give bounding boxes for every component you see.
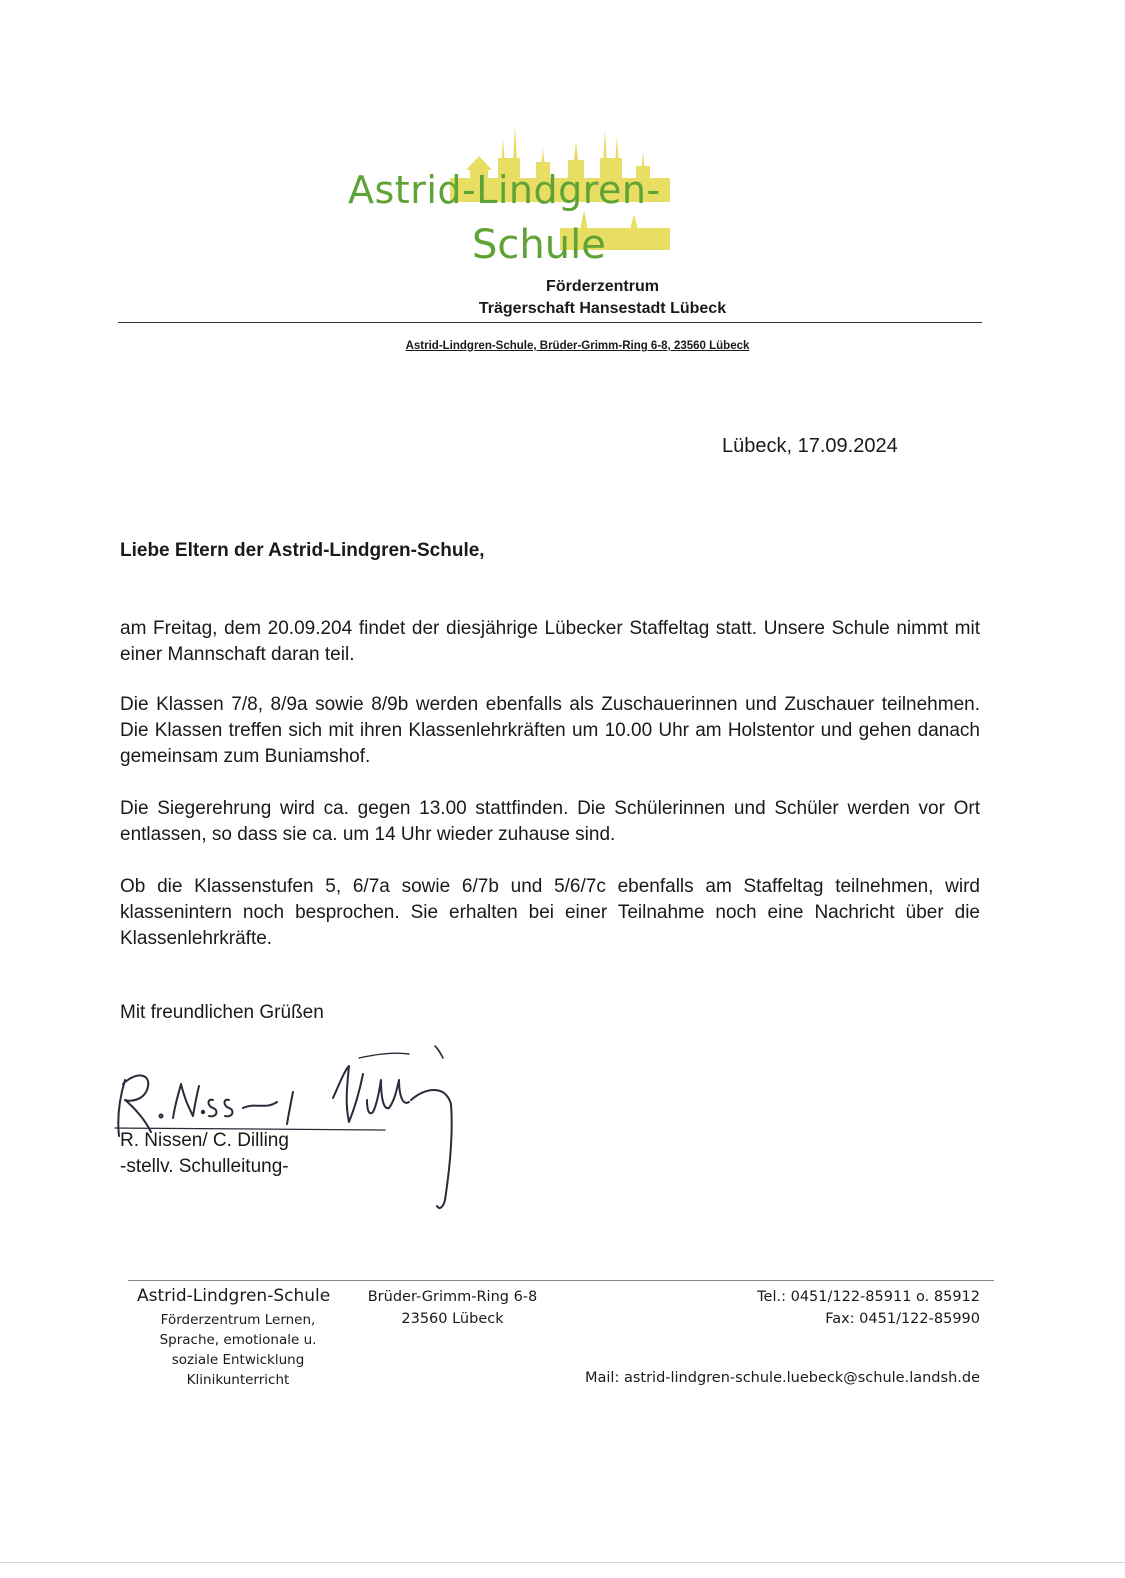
paragraph-1 <box>120 616 980 668</box>
page-bottom-edge <box>0 1562 1125 1563</box>
footer-description-line: Förderzentrum Lernen, <box>160 1312 316 1328</box>
footer-address <box>360 1286 545 1330</box>
signature-names: R. Nissen/ C. Dilling <box>120 1130 289 1151</box>
org-line-2: Trägerschaft Hansestadt Lübeck <box>478 300 727 317</box>
footer-divider <box>128 1280 994 1281</box>
footer-city: 23560 Lübeck <box>401 1311 504 1327</box>
footer-contact <box>757 1286 980 1330</box>
paragraph-text: am Freitag, dem 20.09.204 findet der diesjährige Lübecker Staffeltag statt. Unsere Schule nimmt mit einer Mannschaft daran teil. <box>120 618 980 665</box>
letterhead-divider <box>118 322 982 323</box>
footer-school-name: Astrid-Lindgren-Schule <box>137 1286 331 1306</box>
footer-school-description <box>128 1310 348 1390</box>
signature-role: -stellv. Schulleitung- <box>120 1156 289 1177</box>
letter-date: Lübeck, 17.09.2024 <box>722 435 898 457</box>
footer-street: Brüder-Grimm-Ring 6-8 <box>367 1289 538 1305</box>
paragraph-text: Ob die Klassenstufen 5, 6/7a sowie 6/7b und 5/6/7c ebenfalls am Staffeltag teilnehmen, wird klassenintern noch besprochen. Sie erhalten bei einer Teilnahme noch eine Nachricht über die Klassenlehrkräfte. <box>120 876 980 949</box>
paragraph-text: Die Klassen 7/8, 8/9a sowie 8/9b werden ebenfalls als Zuschauerinnen und Zuschauer teilnehmen. Die Klassen treffen sich mit ihren Klassenlehrkräften um 10.00 Uhr am Holstentor und gehen danach gemeinsam zum Buniamshof. <box>120 694 980 767</box>
paragraph-text: Die Siegerehrung wird ca. gegen 13.00 stattfinden. Die Schülerinnen und Schüler werden vor Ort entlassen, so dass sie ca. um 14 Uhr wieder zuhause sind. <box>120 798 980 845</box>
footer-description-line: Sprache, emotionale u. <box>159 1332 317 1348</box>
paragraph-4 <box>120 874 980 952</box>
logo-wordmark-line2: Schule <box>472 222 606 268</box>
footer-description-line: soziale Entwicklung <box>171 1352 305 1368</box>
footer-tel: Tel.: 0451/122-85911 o. 85912 <box>757 1289 980 1305</box>
sender-address-line: Astrid-Lindgren-Schule, Brüder-Grimm-Ring 6-8, 23560 Lübeck <box>405 340 750 352</box>
footer-mail: Mail: astrid-lindgren-schule.luebeck@schule.landsh.de <box>585 1370 980 1386</box>
logo-wordmark-line1: Astrid-Lindgren- <box>348 168 661 212</box>
footer-description-line: Klinikunterricht <box>186 1372 290 1388</box>
paragraph-2 <box>120 692 980 770</box>
closing: Mit freundlichen Grüßen <box>120 1002 324 1023</box>
paragraph-3 <box>120 796 980 848</box>
salutation: Liebe Eltern der Astrid-Lindgren-Schule, <box>120 540 485 561</box>
footer-fax: Fax: 0451/122-85990 <box>825 1311 980 1327</box>
org-line-1: Förderzentrum <box>546 278 659 295</box>
